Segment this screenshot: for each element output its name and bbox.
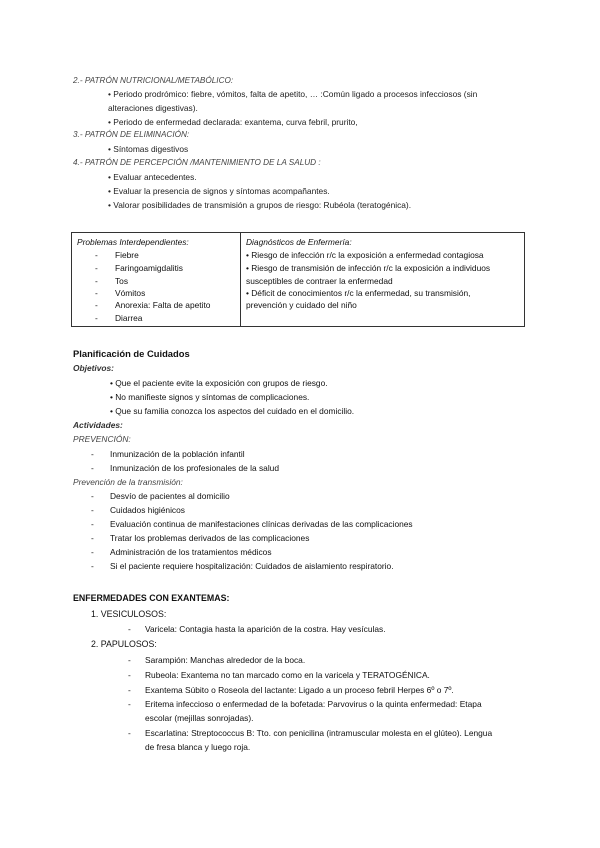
- table-left-item: Vómitos: [115, 288, 146, 298]
- transmision-item: Tratar los problemas derivados de las complicaciones: [110, 533, 310, 543]
- dash-marker: -: [128, 624, 131, 634]
- transmision-item: Evaluación continua de manifestaciones clínicas derivadas de las complicaciones: [110, 519, 413, 529]
- table-right-line: • Riesgo de transmisión de infección r/c la exposición a individuos: [246, 263, 491, 273]
- list-item: • Síntomas digestivos: [108, 144, 189, 154]
- dash-marker: -: [128, 655, 131, 665]
- actividades-label: Actividades:: [73, 420, 123, 430]
- section-heading-nutricional: 2.- PATRÓN NUTRICIONAL/METABÓLICO:: [73, 76, 234, 85]
- planificacion-title: Planificación de Cuidados: [73, 348, 190, 359]
- table-right-title: Diagnósticos de Enfermería:: [246, 237, 352, 247]
- section-heading-percepcion: 4.- PATRÓN DE PERCEPCIÓN /MANTENIMIENTO DE LA SALUD :: [73, 158, 321, 167]
- objetivos-label: Objetivos:: [73, 363, 114, 373]
- dash-marker: -: [91, 547, 94, 557]
- disease-item: Exantema Súbito o Roseola del lactante: Ligado a un proceso febril Herpes 6º o 7º.: [145, 685, 454, 695]
- transmision-item: Desvío de pacientes al domicilio: [110, 491, 230, 501]
- transmision-item: Si el paciente requiere hospitalización: Cuidados de aislamiento respiratorio.: [110, 561, 394, 571]
- dash-marker: -: [128, 699, 131, 709]
- dash-marker: -: [95, 263, 98, 273]
- transmision-item: Administración de los tratamientos médicos: [110, 547, 272, 557]
- table-divider: [240, 232, 241, 327]
- list-item: • Valorar posibilidades de transmisión a grupos de riesgo: Rubéola (teratogénica).: [108, 200, 412, 210]
- enfermedades-title: ENFERMEDADES CON EXANTEMAS:: [73, 593, 230, 603]
- table-left-item: Fiebre: [115, 250, 139, 260]
- dash-marker: -: [95, 313, 98, 323]
- disease-item: Escarlatina: Streptococcus B: Tto. con penicilina (intramuscular molesta en el glúteo). Lengua: [145, 728, 493, 738]
- list-item: • Periodo prodrómico: fiebre, vómitos, falta de apetito, … :Común ligado a procesos infecciosos (sin: [108, 89, 478, 99]
- disease-item: Rubeola: Exantema no tan marcado como en la varicela y TERATOGÉNICA.: [145, 670, 430, 680]
- table-left-title: Problemas Interdependientes:: [77, 237, 189, 247]
- table-right-line: prevención y cuidado del niño: [246, 300, 357, 310]
- disease-item-continuation: escolar (mejillas sonrojadas).: [145, 713, 254, 723]
- dash-marker: -: [95, 300, 98, 310]
- prevencion-label: PREVENCIÓN:: [73, 434, 131, 444]
- disease-item: Eritema infeccioso o enfermedad de la bofetada: Parvovirus o la quinta enfermedad: Etapa: [145, 699, 482, 709]
- dash-marker: -: [91, 533, 94, 543]
- dash-marker: -: [91, 463, 94, 473]
- table-left-item: Diarrea: [115, 313, 143, 323]
- list-item: • Evaluar la presencia de signos y síntomas acompañantes.: [108, 186, 330, 196]
- list-item: • Evaluar antecedentes.: [108, 172, 197, 182]
- disease-item: Varicela: Contagia hasta la aparición de la costra. Hay vesículas.: [145, 624, 386, 634]
- prevencion-item: Inmunización de los profesionales de la salud: [110, 463, 280, 473]
- disease-item: Sarampión: Manchas alrededor de la boca.: [145, 655, 306, 665]
- section-heading-eliminacion: 3.- PATRÓN DE ELIMINACIÓN:: [73, 130, 190, 139]
- dash-marker: -: [95, 288, 98, 298]
- dash-marker: -: [91, 491, 94, 501]
- dash-marker: -: [91, 519, 94, 529]
- transmision-item: Cuidados higiénicos: [110, 505, 185, 515]
- table-left-item: Tos: [115, 276, 129, 286]
- transmision-label: Prevención de la transmisión:: [73, 477, 183, 487]
- dash-marker: -: [95, 250, 98, 260]
- table-right-line: susceptibles de contraer la enfermedad: [246, 276, 393, 286]
- prevencion-item: Inmunización de la población infantil: [110, 449, 245, 459]
- disease-item-continuation: de fresa blanca y luego roja.: [145, 742, 251, 752]
- objetivo-item: • Que el paciente evite la exposición con grupos de riesgo.: [110, 378, 328, 388]
- group-label-vesiculosos: 1. VESICULOSOS:: [91, 609, 167, 619]
- dash-marker: -: [128, 685, 131, 695]
- dash-marker: -: [91, 449, 94, 459]
- dash-marker: -: [128, 670, 131, 680]
- table-left-item: Faringoamigdalitis: [115, 263, 183, 273]
- group-label-papulosos: 2. PAPULOSOS:: [91, 639, 157, 649]
- objetivo-item: • No manifieste signos y síntomas de complicaciones.: [110, 392, 310, 402]
- dash-marker: -: [95, 276, 98, 286]
- dash-marker: -: [91, 561, 94, 571]
- table-right-line: • Déficit de conocimientos r/c la enfermedad, su transmisión,: [246, 288, 471, 298]
- dash-marker: -: [91, 505, 94, 515]
- list-item: • Periodo de enfermedad declarada: exantema, curva febril, prurito,: [108, 117, 358, 127]
- list-item: alteraciones digestivas).: [108, 103, 198, 113]
- table-right-line: • Riesgo de infección r/c la exposición a enfermedad contagiosa: [246, 250, 484, 260]
- table-left-item: Anorexia: Falta de apetito: [115, 300, 211, 310]
- objetivo-item: • Que su familia conozca los aspectos del cuidado en el domicilio.: [110, 406, 355, 416]
- dash-marker: -: [128, 728, 131, 738]
